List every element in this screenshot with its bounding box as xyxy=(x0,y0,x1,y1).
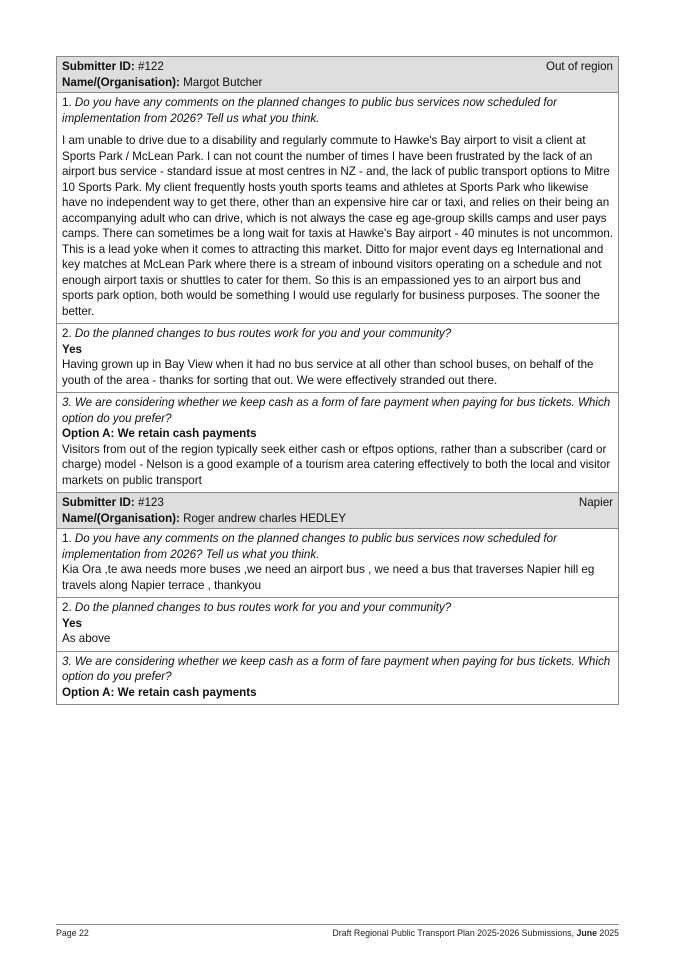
submitter-name-label: Name/(Organisation): xyxy=(62,75,184,89)
document-title xyxy=(332,928,619,938)
submitter-name xyxy=(62,75,613,91)
submission-block xyxy=(56,56,619,493)
submission-header xyxy=(57,57,618,93)
question-3: 3. We are considering whether we keep cash as a form of fare payment when paying for bus tickets. Which option do you prefer? xyxy=(62,396,611,425)
page-number: Page 22 xyxy=(56,928,89,938)
question-2: 2. Do the planned changes to bus routes work for you and your community? xyxy=(62,327,452,340)
submission-block xyxy=(56,493,619,705)
submitter-name-value: Roger andrew charles HEDLEY xyxy=(183,511,347,525)
submitter-id xyxy=(62,59,164,75)
submitter-id-value: #122 xyxy=(138,60,164,73)
question-2-answer: Having grown up in Bay View when it had no bus service at all other than school buses, on behalf of the youth of the area - thanks for sorting that out. We were effectively stranded out there. xyxy=(62,358,594,387)
question-1-text: Do you have any comments on the planned changes to public bus services now scheduled for implementation from 2026? Tell us what you think. xyxy=(62,532,557,561)
document-year: 2025 xyxy=(596,928,619,938)
question-2-text: Do the planned changes to bus routes work for you and your community? xyxy=(74,601,452,614)
question-2-block xyxy=(57,324,618,393)
submitter-id-value: #123 xyxy=(138,496,164,509)
submitter-id-label: Submitter ID: xyxy=(62,496,139,509)
document-month: June xyxy=(576,928,597,938)
question-3-block xyxy=(57,652,618,705)
submitter-region: Napier xyxy=(578,496,613,509)
question-2: 2. Do the planned changes to bus routes work for you and your community? xyxy=(62,601,452,614)
question-3: 3. We are considering whether we keep cash as a form of fare payment when paying for bus tickets. Which option do you prefer? xyxy=(62,654,611,683)
page-footer xyxy=(56,924,619,938)
question-1-block xyxy=(57,529,618,598)
question-3-choice: Option A: We retain cash payments xyxy=(62,427,257,440)
question-2-choice: Yes xyxy=(62,342,82,356)
question-2-text: Do the planned changes to bus routes work for you and your community? xyxy=(74,327,452,340)
question-1-block xyxy=(57,93,618,324)
submitter-id-label: Submitter ID: xyxy=(62,60,139,73)
submitter-name-value: Margot Butcher xyxy=(183,75,263,89)
document-title-text: Draft Regional Public Transport Plan 2025-2026 Submissions, xyxy=(332,928,577,938)
question-3-block xyxy=(57,393,618,492)
question-3-choice: Option A: We retain cash payments xyxy=(62,685,257,699)
submissions-page xyxy=(56,56,619,705)
question-1: 1. Do you have any comments on the planned changes to public bus services now scheduled for implementation from 2026? Tell us what you think. xyxy=(62,96,557,125)
question-3-answer: Visitors from out of the region typically seek either cash or eftpos options, rather than a subscriber (card or charge) model - Nelson is a good example of a tourism area catering effectively to both the local and visitor markets on public transport xyxy=(62,442,611,487)
question-2-choice: Yes xyxy=(62,616,82,630)
question-1: 1. Do you have any comments on the planned changes to public bus services now scheduled for implementation from 2026? Tell us what you think. xyxy=(62,532,557,561)
question-1-text: Do you have any comments on the planned changes to public bus services now scheduled for implementation from 2026? Tell us what you think. xyxy=(62,96,557,125)
question-2-answer: As above xyxy=(62,632,111,645)
question-2-block xyxy=(57,598,618,652)
question-1-answer: Kia Ora ,te awa needs more buses ,we need an airport bus , we need a bus that traverses Napier hill eg travels along Napier terrace , thankyou xyxy=(62,563,595,592)
submitter-id xyxy=(62,495,164,511)
submitter-name xyxy=(62,511,613,527)
question-1-answer: I am unable to drive due to a disability and regularly commute to Hawke's Bay airport to visit a client at Sports Park / McLean Park. I can not count the number of times I have been frustrated by the lack of an airport bus service - standard issue at most centres in NZ - and, the lack of public transport options to Mitre 10 Sports Park. My client frequently hosts youth sports teams and athletes at Sports Park who likewise have no independent way to get there, other than an expensive hire car or taxi, and relies on their being an accompanying adult who can drive, which is not always the case eg age-group skills camps and user pays camps. There can sometimes be a long wait for taxis at Hawke's Bay airport - 40 minutes is not uncommon. This is a lead yoke when it comes to attracting this market. Ditto for major event days eg International and key matches at McLean Park where there is a stream of inbound visitors operating on a schedule and not enough airport taxis or shuttles to cater for them. So this is an empassioned yes to an airport bus and sports park option, both would be something I would use regularly for business purposes. The sooner the better. xyxy=(62,134,614,318)
submitter-region: Out of region xyxy=(545,60,613,73)
submitter-name-label: Name/(Organisation): xyxy=(62,511,184,525)
submission-header xyxy=(57,493,618,529)
